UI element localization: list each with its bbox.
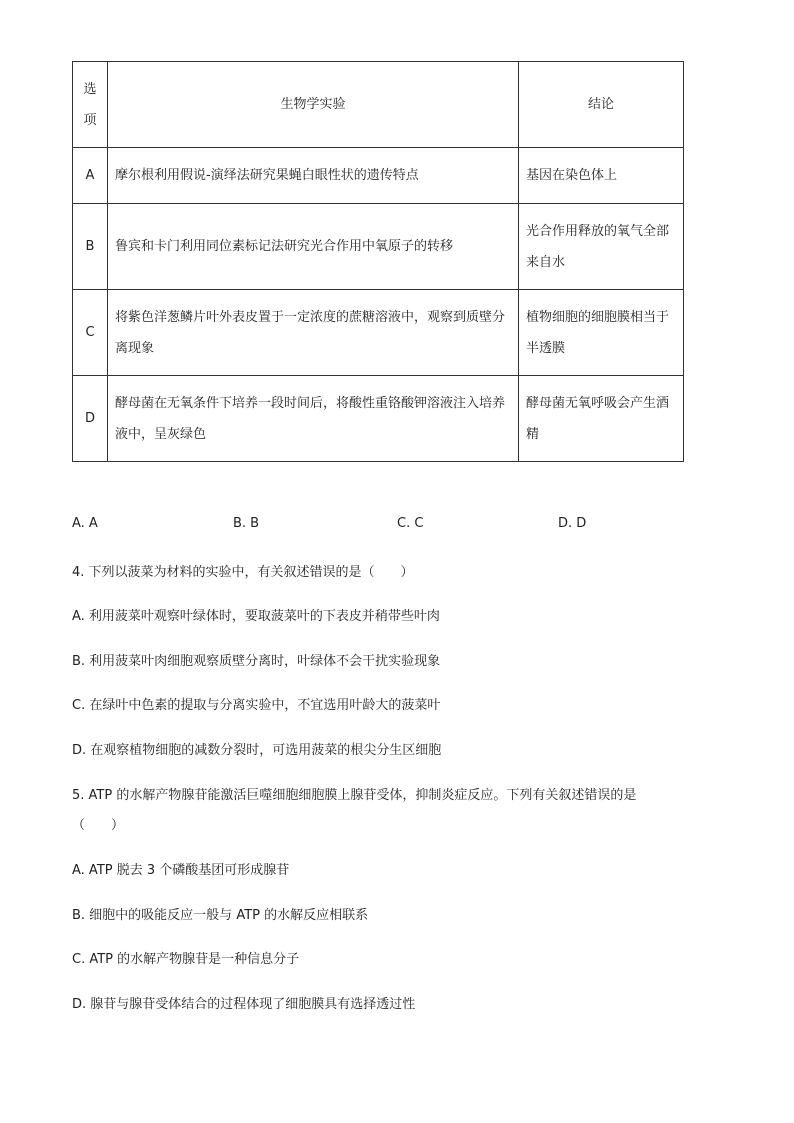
row-option-cell: D	[73, 376, 108, 462]
row-option-cell: C	[73, 290, 108, 376]
q4-option-d: D. 在观察植物细胞的减数分裂时，可选用菠菜的根尖分生区细胞	[72, 743, 442, 758]
q5-stem-line2: （ ）	[72, 818, 125, 833]
row-conclusion-cell: 光合作用释放的氧气全部来自水	[519, 204, 684, 290]
q5-option-d: D. 腺苷与腺苷受体结合的过程体现了细胞膜具有选择透过性	[72, 997, 416, 1012]
q4-stem: 4. 下列以菠菜为材料的实验中，有关叙述错误的是（ ）	[72, 565, 414, 580]
table-header-row	[73, 62, 684, 148]
q5-stem-line1: 5. ATP 的水解产物腺苷能激活巨噬细胞细胞膜上腺苷受体，抑制炎症反应。下列有关叙述错误的是	[72, 788, 637, 803]
q3-answer-choices	[72, 516, 692, 534]
row-option-cell: A	[73, 148, 108, 204]
row-conclusion-cell: 酵母菌无氧呼吸会产生酒精	[519, 376, 684, 462]
q5-option-c: C. ATP 的水解产物腺苷是一种信息分子	[72, 952, 300, 967]
header-option-cell	[73, 62, 108, 148]
q4-option-a: A. 利用菠菜叶观察叶绿体时，要取菠菜叶的下表皮并稍带些叶肉	[72, 609, 440, 624]
q3-choice-c: C. C	[397, 516, 424, 531]
table-row	[73, 148, 684, 204]
header-option-line1: 选	[83, 81, 97, 97]
table-row	[73, 290, 684, 376]
q3-choice-d: D. D	[558, 516, 587, 531]
q5-option-a: A. ATP 脱去 3 个磷酸基团可形成腺苷	[72, 863, 290, 878]
q3-choice-a: A. A	[72, 516, 98, 531]
table-row	[73, 376, 684, 462]
row-experiment-cell: 鲁宾和卡门利用同位素标记法研究光合作用中氧原子的转移	[108, 204, 519, 290]
header-option-line2: 项	[83, 112, 97, 128]
row-option-cell: B	[73, 204, 108, 290]
q3-choice-b: B. B	[233, 516, 260, 531]
experiment-table	[72, 61, 684, 462]
q4-option-c: C. 在绿叶中色素的提取与分离实验中，不宜选用叶龄大的菠菜叶	[72, 698, 441, 713]
row-conclusion-cell: 植物细胞的细胞膜相当于半透膜	[519, 290, 684, 376]
header-experiment-cell: 生物学实验	[108, 62, 519, 148]
q4-option-b: B. 利用菠菜叶肉细胞观察质壁分离时，叶绿体不会干扰实验现象	[72, 654, 441, 669]
table-row	[73, 204, 684, 290]
q5-option-b: B. 细胞中的吸能反应一般与 ATP 的水解反应相联系	[72, 908, 369, 923]
row-experiment-cell: 将紫色洋葱鳞片叶外表皮置于一定浓度的蔗糖溶液中，观察到质壁分离现象	[108, 290, 519, 376]
header-conclusion-cell: 结论	[519, 62, 684, 148]
row-experiment-cell: 摩尔根利用假说-演绎法研究果蝇白眼性状的遗传特点	[108, 148, 519, 204]
row-experiment-cell: 酵母菌在无氧条件下培养一段时间后，将酸性重铬酸钾溶液注入培养液中，呈灰绿色	[108, 376, 519, 462]
row-conclusion-cell: 基因在染色体上	[519, 148, 684, 204]
